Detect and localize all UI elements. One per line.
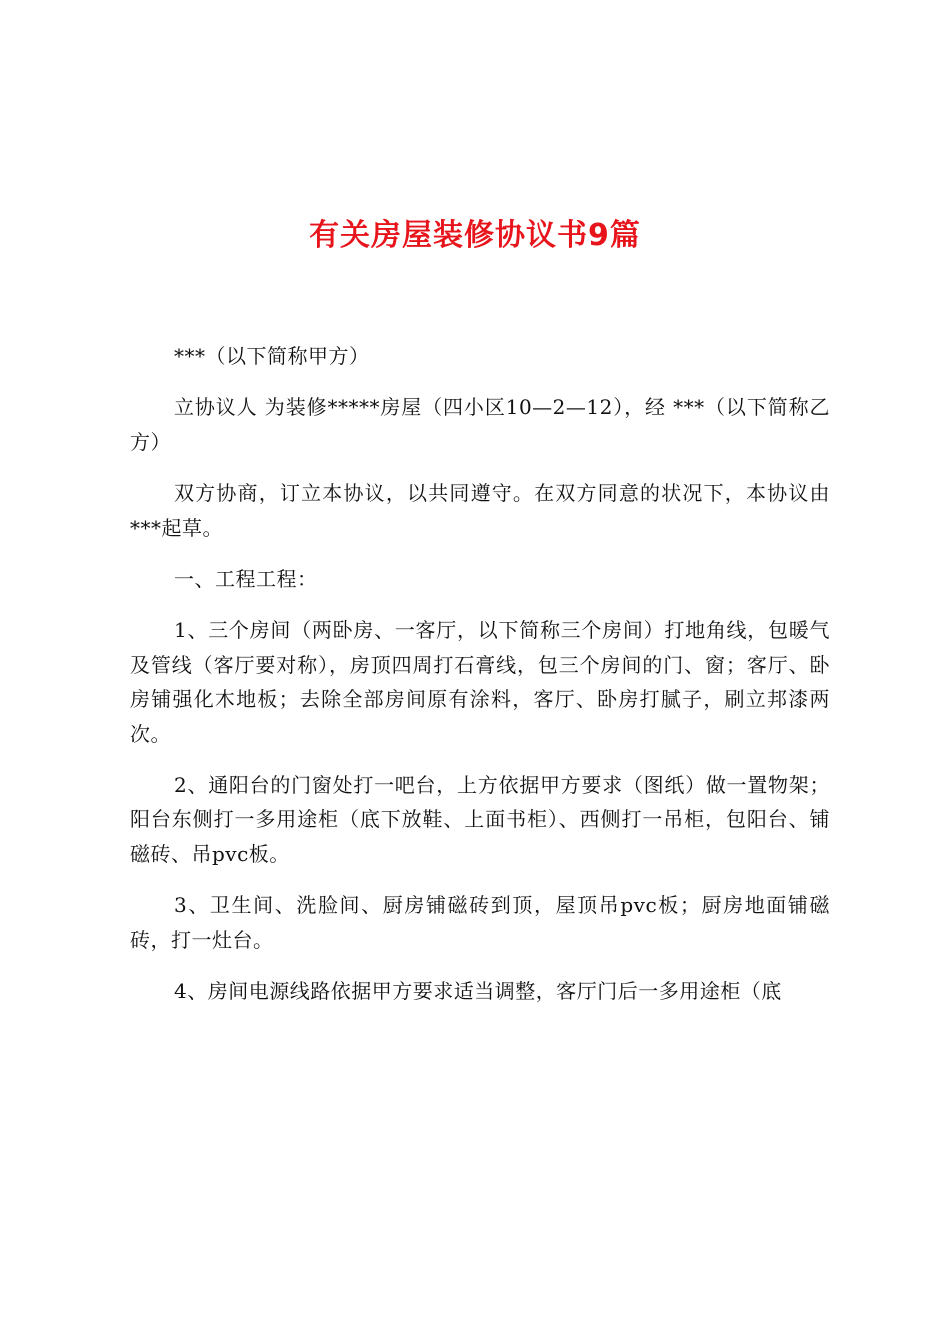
- paragraph-section-heading: 一、工程工程：: [174, 567, 318, 592]
- paragraph-party-b: 立协议人 为装修*****房屋（四小区10—2—12），经 ***（以下简称乙方）: [130, 395, 830, 454]
- paragraph-item-2: 2、通阳台的门窗处打一吧台，上方依据甲方要求（图纸）做一置物架；阳台东侧打一多用途柜（底下放鞋、上面书柜）、西侧打一吊柜，包阳台、铺磁砖、吊pvc板。: [130, 773, 830, 866]
- document-body: [130, 339, 830, 1009]
- document-title: 有关房屋装修协议书9篇: [309, 218, 641, 253]
- paragraph-item-3: 3、卫生间、洗脸间、厨房铺磁砖到顶，屋顶吊pvc板；厨房地面铺磁砖，打一灶台。: [130, 893, 830, 952]
- paragraph-item-4: 4、房间电源线路依据甲方要求适当调整，客厅门后一多用途柜（底: [174, 979, 782, 1004]
- paragraph-item-1: 1、三个房间（两卧房、一客厅，以下简称三个房间）打地角线，包暖气及管线（客厅要对称），房顶四周打石膏线，包三个房间的门、窗；客厅、卧房铺强化木地板；去除全部房间原有涂料，客厅、卧房打腻子，刷立邦漆两次。: [130, 618, 830, 746]
- paragraph-agreement-intro: 双方协商，订立本协议，以共同遵守。在双方同意的状况下，本协议由***起草。: [130, 481, 830, 540]
- paragraph-party-a: ***（以下简称甲方）: [174, 344, 370, 368]
